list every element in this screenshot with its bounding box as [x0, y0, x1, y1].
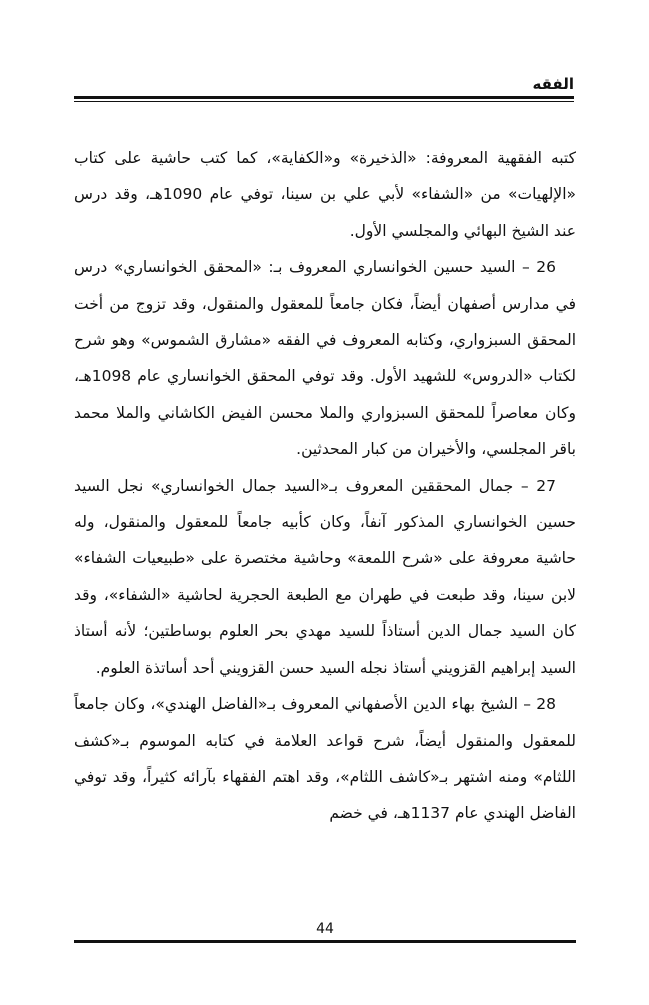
footer-rule	[74, 940, 576, 943]
header-title: الفقه	[532, 75, 574, 93]
paragraph-continuation: كتبه الفقهية المعروفة: «الذخيرة» و«الكفاية»، كما كتب حاشية على كتاب «الإلهيات» من «الشفاء» لأبي علي بن سينا، توفي عام 1090هـ، وقد درس عند الشيخ البهائي والمجلسي الأول.	[74, 149, 576, 240]
body-text	[74, 140, 576, 823]
paragraph-entry-28: 28 – الشيخ بهاء الدين الأصفهاني المعروف بـ«الفاضل الهندي»، وكان جامعاً للمعقول والمنقول أيضاً، شرح قواعد العلامة في كتابه الموسوم بـ«كشف اللثام» ومنه اشتهر بـ«كاشف اللثام»، وقد اهتم الفقهاء بآرائه كثيراً، وقد توفي الفاضل الهندي عام 1137هـ، في خضم	[74, 695, 576, 823]
header-rule	[74, 96, 574, 99]
paragraph-entry-26: 26 – السيد حسين الخوانساري المعروف بـ: «المحقق الخوانساري» درس في مدارس أصفهان أيضاً، فكان جامعاً للمعقول والمنقول، وقد تزوج من أخت المحقق السبزواري، وكتابه المعروف في الفقه «مشارق الشموس» وهو شرح لكتاب «الدروس» للشهيد الأول. وقد توفي المحقق الخوانساري عام 1098هـ، وكان معاصراً للمحقق السبزواري والملا محسن الفيض الكاشاني والملا محمد باقر المجلسي، والأخيران من كبار المحدثين.	[74, 258, 576, 459]
paragraph-entry-27: 27 – جمال المحققين المعروف بـ«السيد جمال الخوانساري» نجل السيد حسين الخوانساري المذكور آنفاً، وكان كأبيه جامعاً للمعقول والمنقول، وله حاشية معروفة على «شرح اللمعة» وحاشية مختصرة على «طبيعيات الشفاء» لابن سينا، وقد طبعت في طهران مع الطبعة الحجرية لحاشية «الشفاء»، وقد كان السيد جمال الدين أستاذاً للسيد مهدي بحر العلوم بوساطتين؛ لأنه أستاذ السيد إبراهيم القزويني أستاذ نجله السيد حسن القزويني أحد أساتذة العلوم.	[74, 476, 576, 677]
running-header	[74, 74, 574, 104]
header-rule-thin	[74, 101, 574, 102]
page-number: 44	[316, 921, 334, 937]
